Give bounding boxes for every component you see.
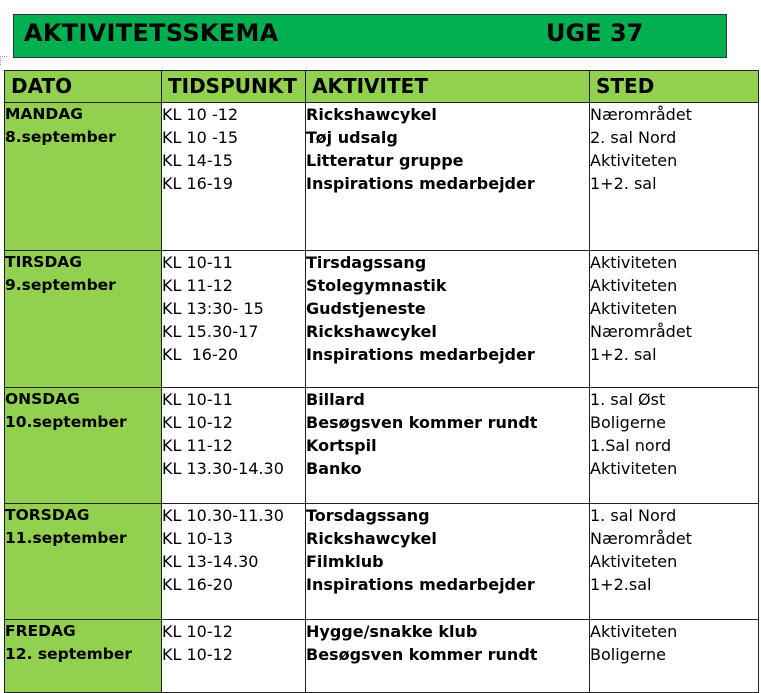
day-name: TIRSDAG [5,253,83,271]
activity-entry: Besøgsven kommer rundt [306,413,538,432]
place-entry: Boligerne [590,413,666,432]
time-entry: KL 10-12 [162,622,233,641]
activity-entry: Inspirations medarbejder [306,174,535,193]
column-header-dato: DATO [5,71,162,103]
place-entry: 2. sal Nord [590,128,677,147]
activity-entry: Torsdagssang [306,506,430,525]
activity-entry: Inspirations medarbejder [306,345,535,364]
place-cell [590,388,759,504]
time-cell [162,388,306,504]
place-entry: Boligerne [590,645,666,664]
day-date: 10.september [5,413,127,431]
activity-entry: Stolegymnastik [306,276,447,295]
schedule-body [5,103,759,693]
schedule-title: AKTIVITETSSKEMA [24,19,279,47]
place-entry: 1+2. sal [590,174,657,193]
column-header-tidspunkt: TIDSPUNKT [162,71,306,103]
day-cell [5,388,162,504]
time-entry: KL 10 -12 [162,105,239,124]
place-entry: Aktiviteten [590,276,678,295]
activity-entry: Rickshawcykel [306,529,437,548]
time-entry: KL 16-20 [162,575,233,594]
day-row [5,620,759,693]
day-cell [5,620,162,693]
time-entry: KL 16-19 [162,174,233,193]
day-date: 12. september [5,645,133,663]
place-entry: 1+2.sal [590,575,652,594]
day-name: MANDAG [5,105,83,123]
activity-entry: Inspirations medarbejder [306,575,535,594]
time-entry: KL 16-20 [162,345,239,364]
time-cell [162,251,306,388]
place-entry: 1.Sal nord [590,436,672,455]
place-entry: Aktiviteten [590,459,678,478]
activity-cell [306,620,590,693]
day-date: 11.september [5,529,127,547]
day-cell [5,103,162,251]
place-entry: 1+2. sal [590,345,657,364]
activity-entry: Gudstjeneste [306,299,426,318]
place-entry: 1. sal Nord [590,506,677,525]
time-entry: KL 10.30-11.30 [162,506,284,525]
place-entry: Aktiviteten [590,552,678,571]
place-cell [590,251,759,388]
activity-cell [306,388,590,504]
day-row [5,388,759,504]
place-entry: Aktiviteten [590,299,678,318]
place-cell [590,504,759,620]
activity-cell [306,504,590,620]
activity-entry: Filmklub [306,552,384,571]
column-header-sted: STED [590,71,759,103]
day-cell [5,504,162,620]
time-entry: KL 10 -15 [162,128,239,147]
day-date: 8.september [5,128,116,146]
activity-entry: Banko [306,459,362,478]
week-label: UGE 37 [546,19,644,47]
day-cell [5,251,162,388]
time-entry: KL 13-14.30 [162,552,259,571]
time-cell [162,103,306,251]
place-cell [590,103,759,251]
day-name: TORSDAG [5,506,90,524]
day-name: ONSDAG [5,390,80,408]
time-entry: KL 10-12 [162,645,233,664]
time-entry: KL 11-12 [162,276,233,295]
activity-entry: Rickshawcykel [306,322,437,341]
day-row [5,103,759,251]
column-header-aktivitet: AKTIVITET [306,71,590,103]
schedule-table [4,70,759,693]
place-cell [590,620,759,693]
activity-entry: Billard [306,390,365,409]
header-row [5,71,759,103]
time-entry: KL 15.30-17 [162,322,259,341]
time-cell [162,620,306,693]
activity-entry: Tøj udsalg [306,128,398,147]
place-entry: Aktiviteten [590,253,678,272]
time-entry: KL 10-13 [162,529,233,548]
time-entry: KL 10-12 [162,413,233,432]
day-row [5,251,759,388]
place-entry: Aktiviteten [590,151,678,170]
place-entry: Nærområdet [590,105,692,124]
place-entry: Aktiviteten [590,622,678,641]
activity-entry: Kortspil [306,436,377,455]
activity-entry: Tirsdagssang [306,253,427,272]
place-entry: Nærområdet [590,322,692,341]
activity-entry: Litteratur gruppe [306,151,464,170]
day-name: FREDAG [5,622,76,640]
activity-entry: Rickshawcykel [306,105,437,124]
time-entry: KL 14-15 [162,151,233,170]
time-entry: KL 13.30-14.30 [162,459,284,478]
time-entry: KL 11-12 [162,436,233,455]
time-entry: KL 13:30- 15 [162,299,264,318]
time-entry: KL 10-11 [162,390,233,409]
place-entry: Nærområdet [590,529,692,548]
time-entry: KL 10-11 [162,253,233,272]
activity-entry: Besøgsven kommer rundt [306,645,538,664]
title-banner [13,14,727,58]
place-entry: 1. sal Øst [590,390,666,409]
activity-cell [306,251,590,388]
time-cell [162,504,306,620]
day-date: 9.september [5,276,116,294]
day-row [5,504,759,620]
activity-entry: Hygge/snakke klub [306,622,478,641]
table-anchor-mark [0,56,7,65]
activity-cell [306,103,590,251]
